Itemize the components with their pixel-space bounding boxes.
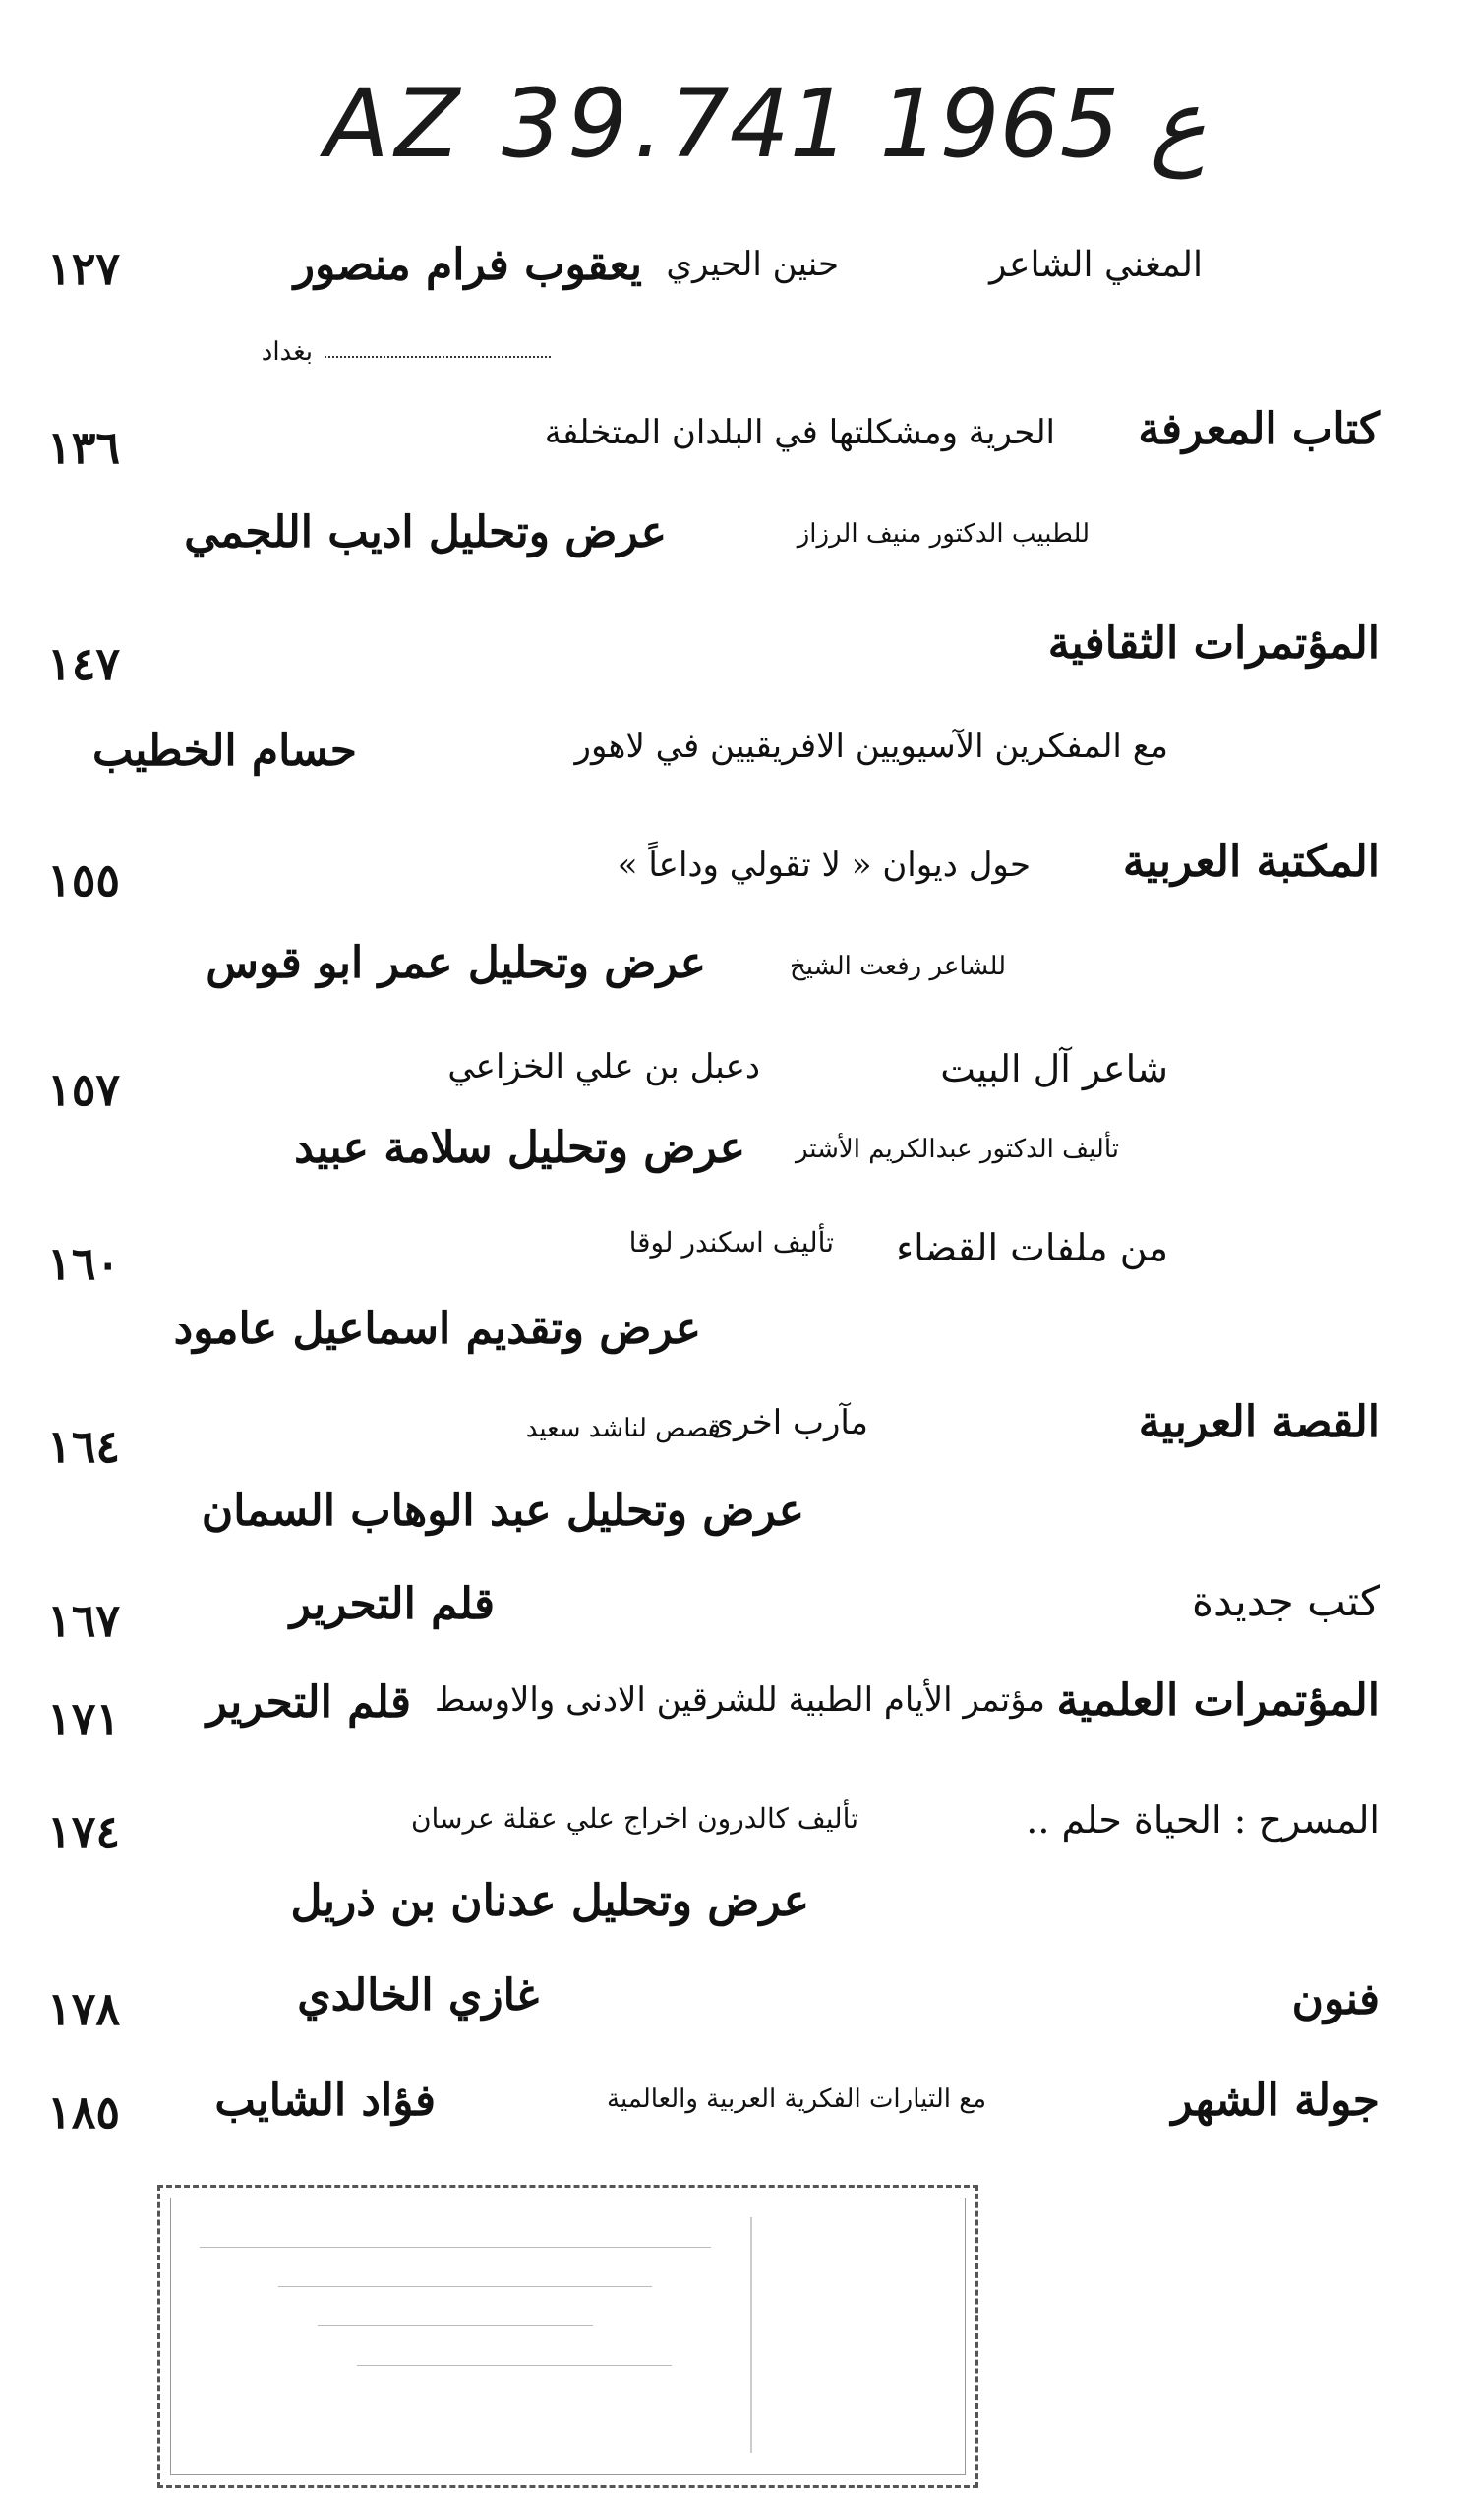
entry-12-section: جولة الشهر [1171, 2076, 1380, 2126]
entry-2-subtitle: للطبيب الدكتور منيف الرزاز [797, 519, 1090, 549]
library-stamp [157, 2185, 978, 2488]
entry-6-title: تأليف اسكندر لوقا [628, 1226, 834, 1259]
entry-3-section: المؤتمرات الثقافية [1047, 618, 1380, 669]
entry-5-section: شاعر آل البيت [940, 1047, 1168, 1090]
entry-10-author: عرض وتحليل عدنان بن ذريل [290, 1876, 809, 1926]
entry-4-subtitle: للشاعر رفعت الشيخ [789, 952, 1006, 981]
entry-9-author: قلم التحرير [206, 1677, 411, 1728]
entry-3-page: ١٤٧ [47, 637, 121, 690]
stamp-faded-line [318, 2325, 593, 2326]
entry-6-page: ١٦٠ [47, 1237, 121, 1290]
entry-1-author: يعقوب فرام منصور [293, 240, 642, 290]
entry-11-page: ١٧٨ [47, 1982, 121, 2035]
entry-8-page: ١٦٧ [47, 1594, 121, 1647]
entry-11-section: فنون [1291, 1974, 1380, 2024]
entry-7-page: ١٦٤ [47, 1420, 121, 1473]
entry-6-section: من ملفات القضاء [896, 1226, 1168, 1269]
entry-5-subtitle: تأليف الدكتور عبدالكريم الأشتر [795, 1135, 1119, 1164]
entry-9-page: ١٧١ [47, 1692, 121, 1745]
entry-10-title: تأليف كالدرون اخراج علي عقلة عرسان [410, 1802, 858, 1835]
entry-2-section: كتاب المعرفة [1138, 404, 1380, 454]
handwritten-catalog-note: AZ 39.ع 1965 741 [325, 69, 1207, 179]
stamp-faded-line [357, 2365, 672, 2366]
entry-2-title: الحرية ومشكلتها في البلدان المتخلفة [544, 413, 1055, 452]
entry-1-dotted-line [325, 356, 551, 358]
entry-6-author: عرض وتقديم اسماعيل عامود [173, 1304, 701, 1354]
entry-12-author: فؤاد الشايب [214, 2076, 436, 2126]
library-stamp-inner-border [170, 2198, 966, 2475]
entry-10-page: ١٧٤ [47, 1805, 121, 1858]
entry-5-page: ١٥٧ [47, 1063, 121, 1116]
entry-1-page: ١٢٧ [47, 242, 121, 295]
entry-1-title: حنين الحيري [666, 245, 839, 284]
entry-10-section: المسرح : الحياة حلم .. [1026, 1798, 1380, 1842]
entry-8-author: قلم التحرير [289, 1579, 495, 1629]
entry-2-page: ١٣٦ [47, 421, 121, 474]
entry-5-title: دعبل بن علي الخزاعي [447, 1047, 760, 1086]
entry-9-title: مؤتمر الأيام الطبية للشرقين الادنى والاوسط [434, 1680, 1045, 1720]
entry-2-author: عرض وتحليل اديب اللجمي [184, 507, 667, 557]
entry-4-section: المكتبة العربية [1122, 837, 1380, 887]
entry-4-page: ١٥٥ [47, 853, 121, 907]
entry-8-section: كتب جديدة [1191, 1577, 1380, 1625]
stamp-divider [750, 2217, 752, 2453]
entry-9-section: المؤتمرات العلمية [1056, 1675, 1380, 1726]
entry-4-title: حول ديوان « لا تقولي وداعاً » [617, 846, 1031, 885]
entry-7-subtitle: قصص لناشد سعيد [525, 1414, 721, 1443]
entry-7-author: عرض وتحليل عبد الوهاب السمان [201, 1486, 804, 1536]
entry-1-place: بغداد [261, 337, 313, 367]
entry-7-section: القصة العربية [1138, 1397, 1380, 1447]
stamp-faded-line [200, 2247, 711, 2248]
entry-7-title: مآرب اخرى [707, 1403, 868, 1442]
entry-12-title: مع التيارات الفكرية العربية والعالمية [607, 2084, 986, 2114]
entry-5-author: عرض وتحليل سلامة عبيد [294, 1123, 745, 1173]
entry-3-author: حسام الخطيب [91, 726, 357, 776]
entry-4-author: عرض وتحليل عمر ابو قوس [206, 938, 706, 988]
entry-3-title: مع المفكرين الآسيويين الافريقيين في لاهور [574, 727, 1168, 766]
stamp-faded-line [278, 2286, 652, 2287]
entry-12-page: ١٨٥ [47, 2085, 121, 2139]
entry-11-author: غازي الخالدي [297, 1970, 539, 2021]
entry-1-section: المغني الشاعر [989, 245, 1203, 285]
